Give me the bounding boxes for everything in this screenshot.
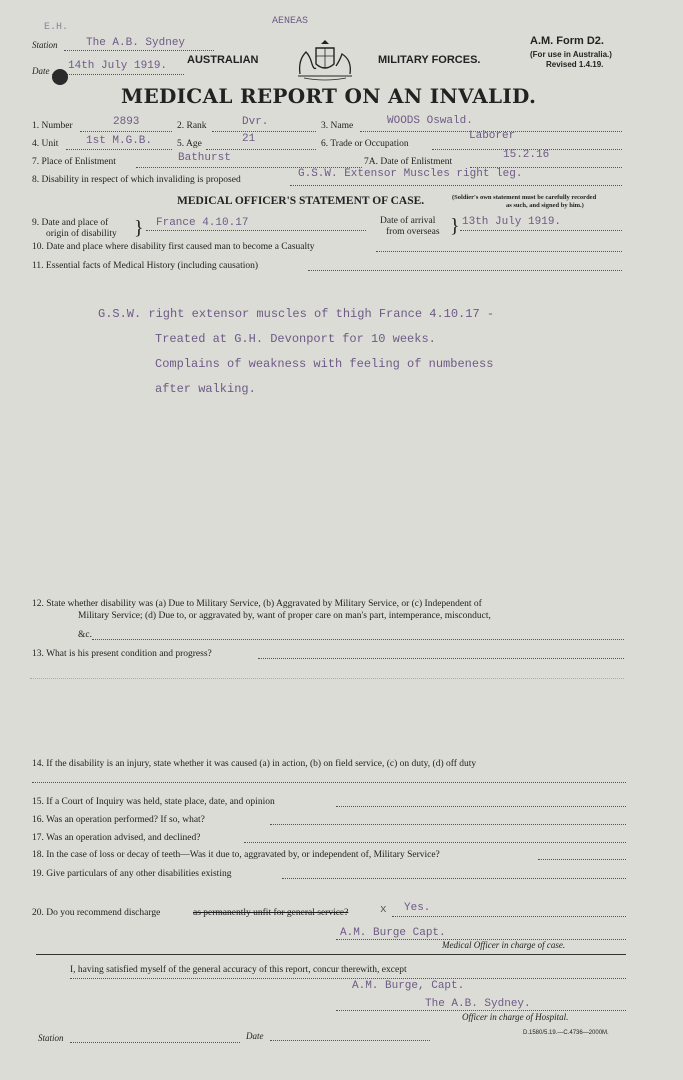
history-line-4: after walking. (155, 382, 256, 396)
q13-line-2 (30, 678, 624, 679)
q17-label: 17. Was an operation advised, and declined? (32, 833, 201, 843)
enlist-date-value: 15.2.16 (503, 149, 550, 161)
trade-value: Laborer (469, 130, 516, 142)
name-label: 3. Name (321, 121, 354, 131)
ink-blot (52, 69, 68, 85)
date-line (52, 74, 184, 75)
print-code: D.1580/5.19.—C.4736—2000M. (523, 1030, 609, 1036)
concur-line (70, 978, 626, 979)
q20-answer: Yes. (404, 902, 431, 914)
q12-line-1: 12. State whether disability was (a) Due to Military Service, (b) Aggravated by Military Service, or (c) Independent of (32, 599, 482, 609)
arrival-value: 13th July 1919. (462, 216, 562, 228)
header-left-title: AUSTRALIAN (187, 54, 259, 66)
q15-label: 15. If a Court of Inquiry was held, state place, date, and opinion (32, 797, 275, 807)
q15-line (336, 806, 626, 807)
concur-text: I, having satisfied myself of the general accuracy of this report, concur therewith, except (70, 965, 407, 975)
q12-line-2: Military Service; (d) Due to, or aggravated by, want of proper care on man's part, intemperance, misconduct, (78, 611, 491, 621)
q12-line-3: &c. (78, 630, 92, 640)
oc-caption: Officer in charge of Hospital. (462, 1012, 569, 1022)
q20-line (392, 916, 626, 917)
mo-signature: A.M. Burge Capt. (340, 927, 446, 939)
divider (36, 954, 626, 955)
rank-label: 2. Rank (177, 121, 207, 131)
history-line-2: Treated at G.H. Devonport for 10 weeks. (155, 332, 436, 346)
q14-label: 14. If the disability is an injury, state whether it was caused (a) in action, (b) on field service, (c) on duty, (d) off duty (32, 759, 477, 769)
arrival-brace: } (450, 215, 460, 237)
form-use: (For use in Australia.) (530, 50, 612, 59)
footer-station-line (70, 1042, 240, 1043)
enlist-place-value: Bathurst (178, 152, 231, 164)
date-value: 14th July 1919. (68, 60, 168, 72)
footer-station-label: Station (38, 1033, 64, 1043)
q18-line (538, 859, 626, 860)
history-label: 11. Essential facts of Medical History (including causation) (32, 261, 259, 271)
trade-label: 6. Trade or Occupation (321, 139, 409, 149)
statement-note-2: as such, and signed by him.) (506, 202, 584, 209)
oc-signature-line (336, 1010, 626, 1011)
number-label: 1. Number (32, 121, 73, 131)
q17-line (244, 842, 626, 843)
date-label: Date (32, 66, 50, 76)
station-value: The A.B. Sydney (86, 37, 186, 49)
age-value: 21 (242, 133, 256, 145)
q14-line (32, 782, 626, 783)
casualty-label: 10. Date and place where disability first caused man to become a Casualty (32, 242, 315, 252)
q20-struck-text: as permanently unfit for general service? (193, 908, 349, 918)
q13-line (258, 658, 624, 659)
origin-line (146, 230, 366, 231)
q19-line (282, 878, 626, 879)
coat-of-arms-icon (294, 38, 356, 82)
disability-value: G.S.W. Extensor Muscles right leg. (298, 168, 523, 180)
q12-answer-line (92, 639, 624, 640)
oc-signature: A.M. Burge, Capt. (352, 980, 465, 992)
footer-date-line (270, 1040, 430, 1041)
history-line-3: Complains of weakness with feeling of numbeness (155, 357, 494, 371)
arrival-label-1: Date of arrival (380, 216, 436, 226)
q16-label: 16. Was an operation performed? If so, what? (32, 815, 205, 825)
name-value: WOODS Oswald. (387, 115, 473, 127)
origin-label-1: 9. Date and place of (32, 218, 109, 228)
origin-label-2: origin of disability (46, 229, 117, 239)
number-value: 2893 (113, 116, 140, 128)
unit-label: 4. Unit (32, 139, 59, 149)
unit-line (66, 149, 172, 150)
history-line-1: G.S.W. right extensor muscles of thigh France 4.10.17 - (98, 307, 495, 321)
station-line (64, 50, 214, 51)
q19-label: 19. Give particulars of any other disabilities existing (32, 869, 232, 879)
eh-mark: E.H. (44, 22, 69, 33)
q20-x: x (380, 904, 387, 916)
header-right-title: MILITARY FORCES. (378, 54, 481, 66)
rank-value: Dvr. (242, 116, 269, 128)
enlist-date-label: 7A. Date of Enlistment (364, 157, 453, 167)
station-label: Station (32, 40, 58, 50)
footer-date-label: Date (246, 1031, 264, 1041)
enlist-place-label: 7. Place of Enlistment (32, 157, 116, 167)
arrival-line (460, 230, 622, 231)
disability-label: 8. Disability in respect of which invaliding is proposed (32, 175, 241, 185)
disability-line (290, 185, 622, 186)
unit-value: 1st M.G.B. (86, 135, 153, 147)
rank-line (212, 131, 316, 132)
age-label: 5. Age (177, 139, 202, 149)
statement-note-1: (Soldier's own statement must be carefully recorded (452, 194, 597, 201)
statement-heading: MEDICAL OFFICER'S STATEMENT OF CASE. (177, 195, 425, 207)
ship-name: AENEAS (272, 16, 309, 27)
age-line (206, 149, 316, 150)
main-title: MEDICAL REPORT ON AN INVALID. (121, 84, 537, 108)
origin-brace: } (134, 217, 144, 239)
origin-value: France 4.10.17 (156, 217, 249, 229)
history-line (308, 270, 622, 271)
number-line (80, 131, 172, 132)
arrival-label-2: from overseas (386, 227, 440, 237)
form-id: A.M. Form D2. (530, 35, 604, 47)
mo-caption: Medical Officer in charge of case. (442, 940, 566, 950)
casualty-line (376, 251, 622, 252)
q20-label: 20. Do you recommend discharge (32, 908, 161, 918)
oc-place: The A.B. Sydney. (425, 998, 531, 1010)
form-revised: Revised 1.4.19. (546, 60, 604, 69)
q18-label: 18. In the case of loss or decay of teeth—Was it due to, aggravated by, or independent of, Military Service? (32, 850, 440, 860)
q16-line (270, 824, 626, 825)
q13-label: 13. What is his present condition and progress? (32, 649, 212, 659)
